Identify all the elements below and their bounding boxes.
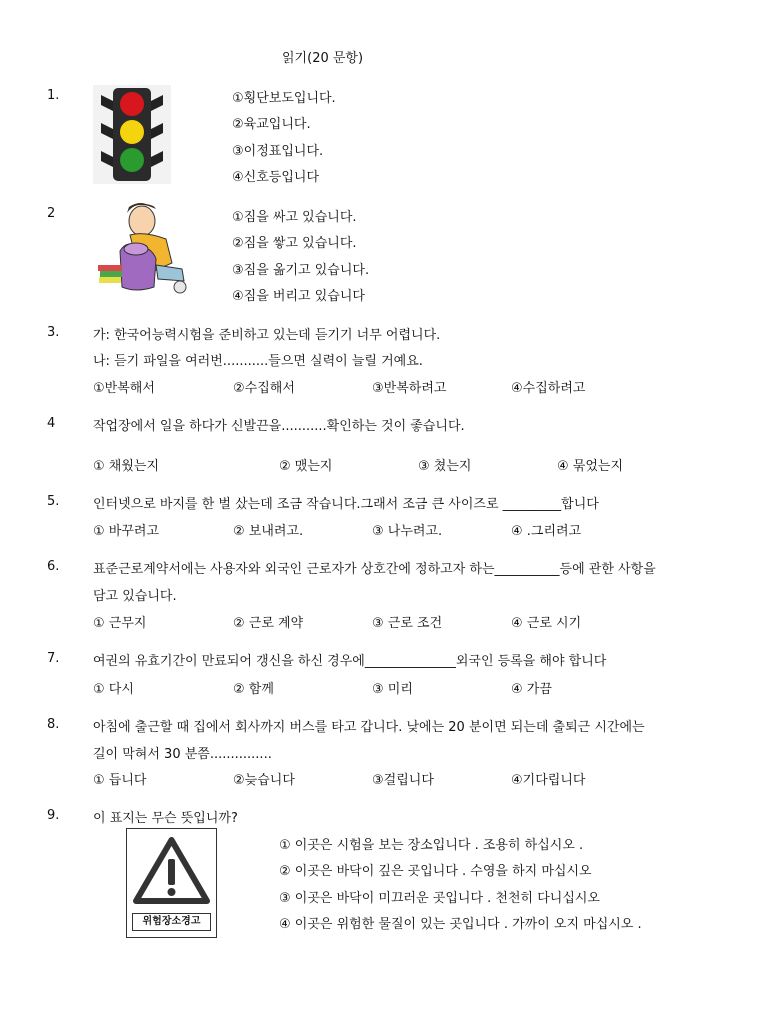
question-3-option-3: ③반복하려고 <box>372 381 447 396</box>
traffic-light-icon <box>93 85 171 184</box>
question-2-option-4: ④짐을 버리고 있습니다 <box>232 289 365 304</box>
question-3-number: 3. <box>47 325 60 340</box>
question-8-option-2: ②늦습니다 <box>233 773 295 788</box>
question-8-line-1: 아침에 출근할 때 집에서 회사까지 버스를 타고 갑니다. 낮에는 20 분이면 되는데 출퇴근 시간에는 <box>93 720 645 735</box>
question-5-option-4: ④ .그리려고 <box>511 524 582 539</box>
question-5-line-1: 인터넷으로 바지를 한 벌 샀는데 조금 작습니다.그래서 조금 큰 사이즈로 _________합니다 <box>93 497 599 512</box>
question-8-option-1: ① 듭니다 <box>93 773 147 788</box>
question-8-number: 8. <box>47 717 60 732</box>
question-7-number: 7. <box>47 651 60 666</box>
question-1-option-1: ①횡단보도입니다. <box>232 91 336 106</box>
question-2-number: 2 <box>47 206 56 221</box>
question-6-number: 6. <box>47 559 60 574</box>
question-9-number: 9. <box>47 808 60 823</box>
question-3-line-2: 나: 듣기 파일을 여러번...........들으면 실력이 늘릴 거예요. <box>93 354 423 369</box>
warning-sign <box>126 828 217 938</box>
question-7-option-2: ② 함께 <box>233 682 274 697</box>
question-1-option-3: ③이정표입니다. <box>232 144 324 159</box>
question-9-line-1: 이 표지는 무슨 뜻입니까? <box>93 811 238 826</box>
question-8-option-4: ④기다립니다 <box>511 773 586 788</box>
question-8-line-2: 길이 막혀서 30 분쯤............... <box>93 747 272 762</box>
question-1-option-2: ②육교입니다. <box>232 117 311 132</box>
question-9-option-2: ② 이곳은 바닥이 깊은 곳입니다 . 수영을 하지 마십시오 <box>279 864 592 879</box>
question-5-number: 5. <box>47 494 60 509</box>
question-4-number: 4 <box>47 416 56 431</box>
question-5-option-3: ③ 나누려고. <box>372 524 443 539</box>
sign-label: 위험장소경고 <box>132 913 211 931</box>
boy-packing-bag-icon <box>96 201 191 296</box>
question-2-option-3: ③짐을 옮기고 있습니다. <box>232 263 370 278</box>
question-3-line-1: 가: 한국어능력시험을 준비하고 있는데 듣기기 너무 어렵니다. <box>93 328 441 343</box>
question-9-option-3: ③ 이곳은 바닥이 미끄러운 곳입니다 . 천천히 다니십시오 <box>279 891 600 906</box>
question-5-option-2: ② 보내려고. <box>233 524 304 539</box>
question-2-option-2: ②짐을 쌓고 있습니다. <box>232 236 357 251</box>
question-6-option-1: ① 근무지 <box>93 616 147 631</box>
question-3-option-4: ④수집하려고 <box>511 381 586 396</box>
question-1-option-4: ④신호등입니다 <box>232 170 320 185</box>
question-4-option-2: ② 맸는지 <box>279 459 333 474</box>
warning-triangle-icon <box>133 837 210 905</box>
page-title: 읽기(20 문항) <box>282 51 364 66</box>
question-7-option-1: ① 다시 <box>93 682 134 697</box>
question-4-option-3: ③ 쳤는지 <box>418 459 472 474</box>
question-4-option-4: ④ 묶었는지 <box>557 459 624 474</box>
question-7-line-1: 여권의 유효기간이 만료되어 갱신을 하신 경우에______________외국인 등록을 해야 합니다 <box>93 654 607 669</box>
question-2-option-1: ①짐을 싸고 있습니다. <box>232 210 357 225</box>
question-6-option-2: ② 근로 계약 <box>233 616 304 631</box>
question-6-option-3: ③ 근로 조건 <box>372 616 443 631</box>
question-6-line-1: 표준근로계약서에는 사용자와 외국인 근로자가 상호간에 정하고자 하는__________등에 관한 사항을 <box>93 562 656 577</box>
question-7-option-4: ④ 가끔 <box>511 682 552 697</box>
question-1-number: 1. <box>47 88 60 103</box>
question-7-option-3: ③ 미리 <box>372 682 413 697</box>
question-5-option-1: ① 바꾸려고 <box>93 524 160 539</box>
question-3-option-1: ①반복해서 <box>93 381 155 396</box>
question-8-option-3: ③걸립니다 <box>372 773 434 788</box>
question-3-option-2: ②수집해서 <box>233 381 295 396</box>
question-6-line-2: 담고 있습니다. <box>93 589 177 604</box>
question-6-option-4: ④ 근로 시기 <box>511 616 582 631</box>
question-4-line-1: 작업장에서 일을 하다가 신발끈을...........확인하는 것이 좋습니다. <box>93 419 465 434</box>
question-4-option-1: ① 채웠는지 <box>93 459 160 474</box>
question-9-option-4: ④ 이곳은 위험한 물질이 있는 곳입니다 . 가까이 오지 마십시오 . <box>279 917 642 932</box>
question-9-option-1: ① 이곳은 시험을 보는 장소입니다 . 조용히 하십시오 . <box>279 838 584 853</box>
